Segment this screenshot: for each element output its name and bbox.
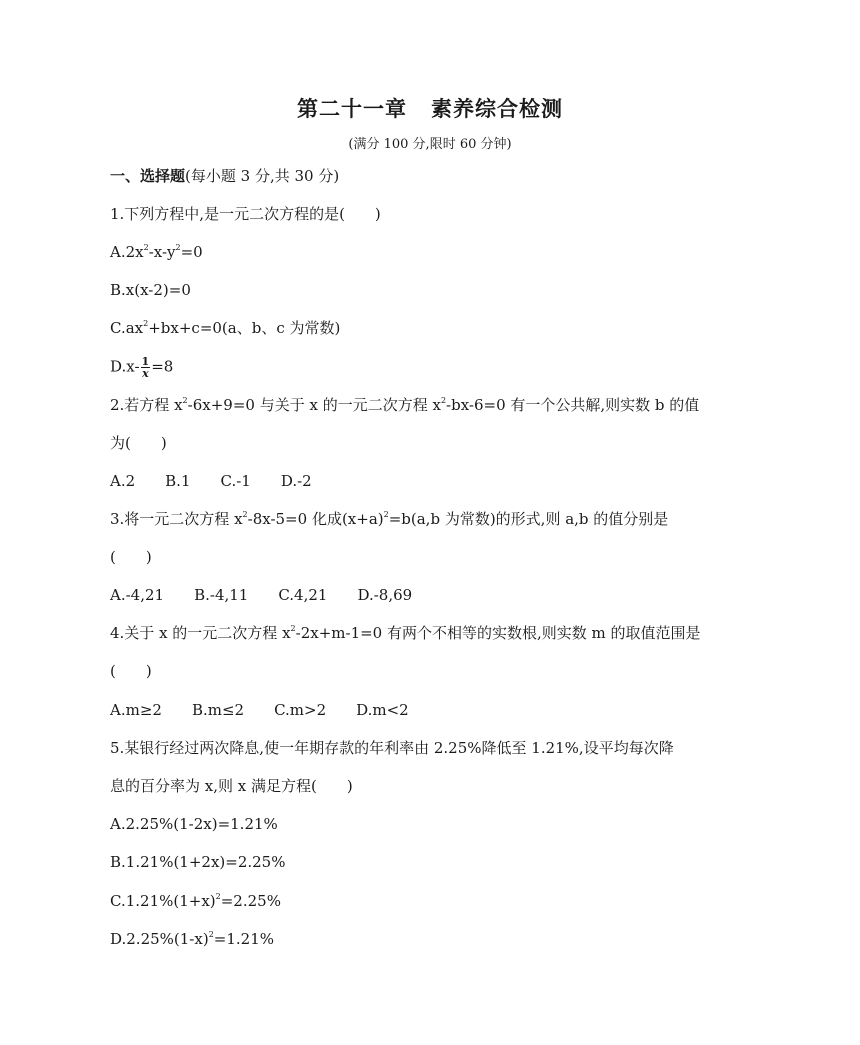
chapter-label: 第二十一章 — [297, 97, 407, 121]
section-heading — [110, 166, 339, 186]
section-note: (每小题 3 分,共 30 分) — [185, 167, 340, 185]
option: A.-4,21 — [110, 586, 165, 604]
score-info: (满分 100 分,限时 60 分钟) — [348, 137, 512, 152]
option: C.-1 — [220, 472, 251, 490]
option: B.1 — [165, 472, 191, 490]
question-5-stem: 5.某银行经过两次降息,使一年期存款的年利率由 2.25%降低至 1.21%,设平均每次降 — [110, 739, 674, 757]
question-5-option-a: A.2.25%(1-2x)=1.21% — [110, 815, 278, 833]
fraction: $\frac{1}{x}$ — [141, 355, 150, 380]
option: B.-4,11 — [194, 586, 249, 604]
option: A.2 — [110, 472, 136, 490]
section-title: 一、选择题 — [110, 167, 186, 185]
option: C.4,21 — [278, 586, 328, 604]
option: A.m≥2 — [110, 701, 162, 719]
question-3-stem: 3.将一元二次方程 $x^2-8x-5=0$ 化成$(x+a)^2=b(a,b$ 为常数)的形式,则 a,b 的值分别是 — [110, 510, 669, 528]
question-4-stem-cont: ( ) — [110, 662, 152, 680]
option: D.m<2 — [356, 701, 409, 719]
question-5-option-c: $C.1.21\%(1+x)^2=2.25\%$ — [110, 892, 281, 910]
question-3-options — [110, 585, 412, 605]
option: D.-2 — [280, 472, 312, 490]
question-2-options — [110, 471, 312, 491]
question-1-option-a: $A.2x^2-x-y^2=0$ — [110, 243, 203, 261]
question-1-option-c: $C.ax^2+bx+c=0(a$、b、c 为常数) — [110, 319, 341, 337]
question-3-stem-cont: ( ) — [110, 548, 152, 566]
question-1-option-d: D.x- $\frac{1}{x}$ =8 — [110, 355, 174, 380]
question-4-options — [110, 700, 409, 720]
option: C.m>2 — [274, 701, 327, 719]
option: D.-8,69 — [357, 586, 413, 604]
question-2-stem-cont: 为( ) — [110, 434, 167, 452]
exam-name: 素养综合检测 — [431, 97, 563, 121]
question-2-stem: 2.若方程 $x^2-6x+9=0$ 与关于 x 的一元二次方程 $x^2-bx-6=0$ 有一个公共解,则实数 b 的值 — [110, 396, 700, 414]
question-5-stem-cont: 息的百分率为 x,则 x 满足方程( ) — [110, 777, 353, 795]
question-4-stem: 4.关于 x 的一元二次方程 $x^2-2x+m-1=0$ 有两个不相等的实数根,则实数 m 的取值范围是 — [110, 624, 701, 642]
question-5-option-d: $D.2.25\%(1-x)^2=1.21\%$ — [110, 930, 275, 948]
question-5-option-b: B.1.21%(1+2x)=2.25% — [110, 853, 286, 871]
question-1-stem: 1.下列方程中,是一元二次方程的是( ) — [110, 205, 381, 223]
page-title — [0, 93, 860, 123]
option: B.m≤2 — [191, 701, 245, 719]
question-1-option-b: B.x(x-2)=0 — [110, 281, 191, 299]
